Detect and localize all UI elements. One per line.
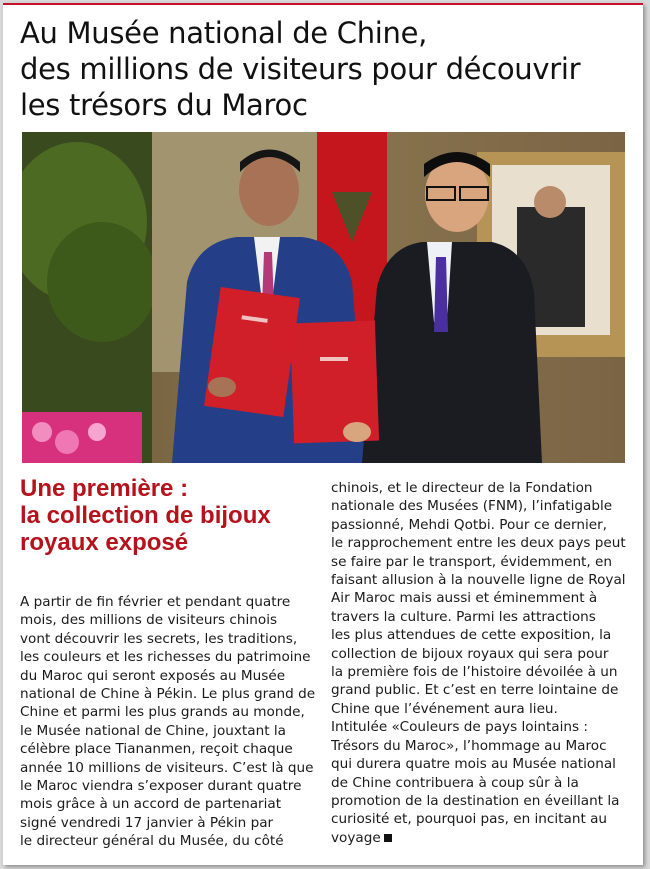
article-subheading: Une première : la collection de bijoux royaux exposé (20, 475, 271, 556)
article-body-column-left: A partir de fin février et pendant quatre mois, des millions de visiteurs chinois vont découvrir les secrets, les traditions, les couleurs et les richesses du patrimoine du Maroc qui seront exposés au Musée national de Chine à Pékin. Le plus grand de Chine et parmi les plus grands au monde, le Musée national de Chine, jouxtant la célèbre place Tiananmen, reçoit chaque année 10 millions de visiteurs. C’est là que le Maroc viendra s’exposer durant quatre mois grâce à un accord de partenariat signé vendredi 17 janvier à Pékin par le directeur général du Musée, du côté (20, 594, 316, 850)
article-body-column-right (331, 479, 633, 847)
article-body-column-right-text: chinois, et le directeur de la Fondation nationale des Musées (FNM), l’infatigable passionné, Mehdi Qotbi. Pour ce dernier, le rapprochement entre les deux pays peut se faire par le transport, évidemment, en faisant allusion à la nouvelle ligne de Royal Air Maroc mais aussi et éminemment à travers la culture. Parmi les attractions les plus attendues de cette exposition, la collection de bijoux royaux qui sera pour la première fois de l’histoire dévoilée à un grand public. Et c’est en terre lointaine de Chine que l’événement aura lieu. Intitulée «Couleurs de pays lointains : Trésors du Maroc», l’hommage au Maroc qui durera quatre mois au Musée national de Chine contribuera à coup sûr à la promotion de la destination en éveillant la curiosité et, pourquoi pas, en incitant au voyage (331, 480, 626, 846)
article-headline: Au Musée national de Chine, des millions de visiteurs pour découvrir les trésors du Maroc (20, 16, 581, 122)
signing-ceremony-photo (22, 132, 625, 463)
article-page (3, 3, 643, 865)
end-of-article-square-icon (384, 834, 392, 842)
